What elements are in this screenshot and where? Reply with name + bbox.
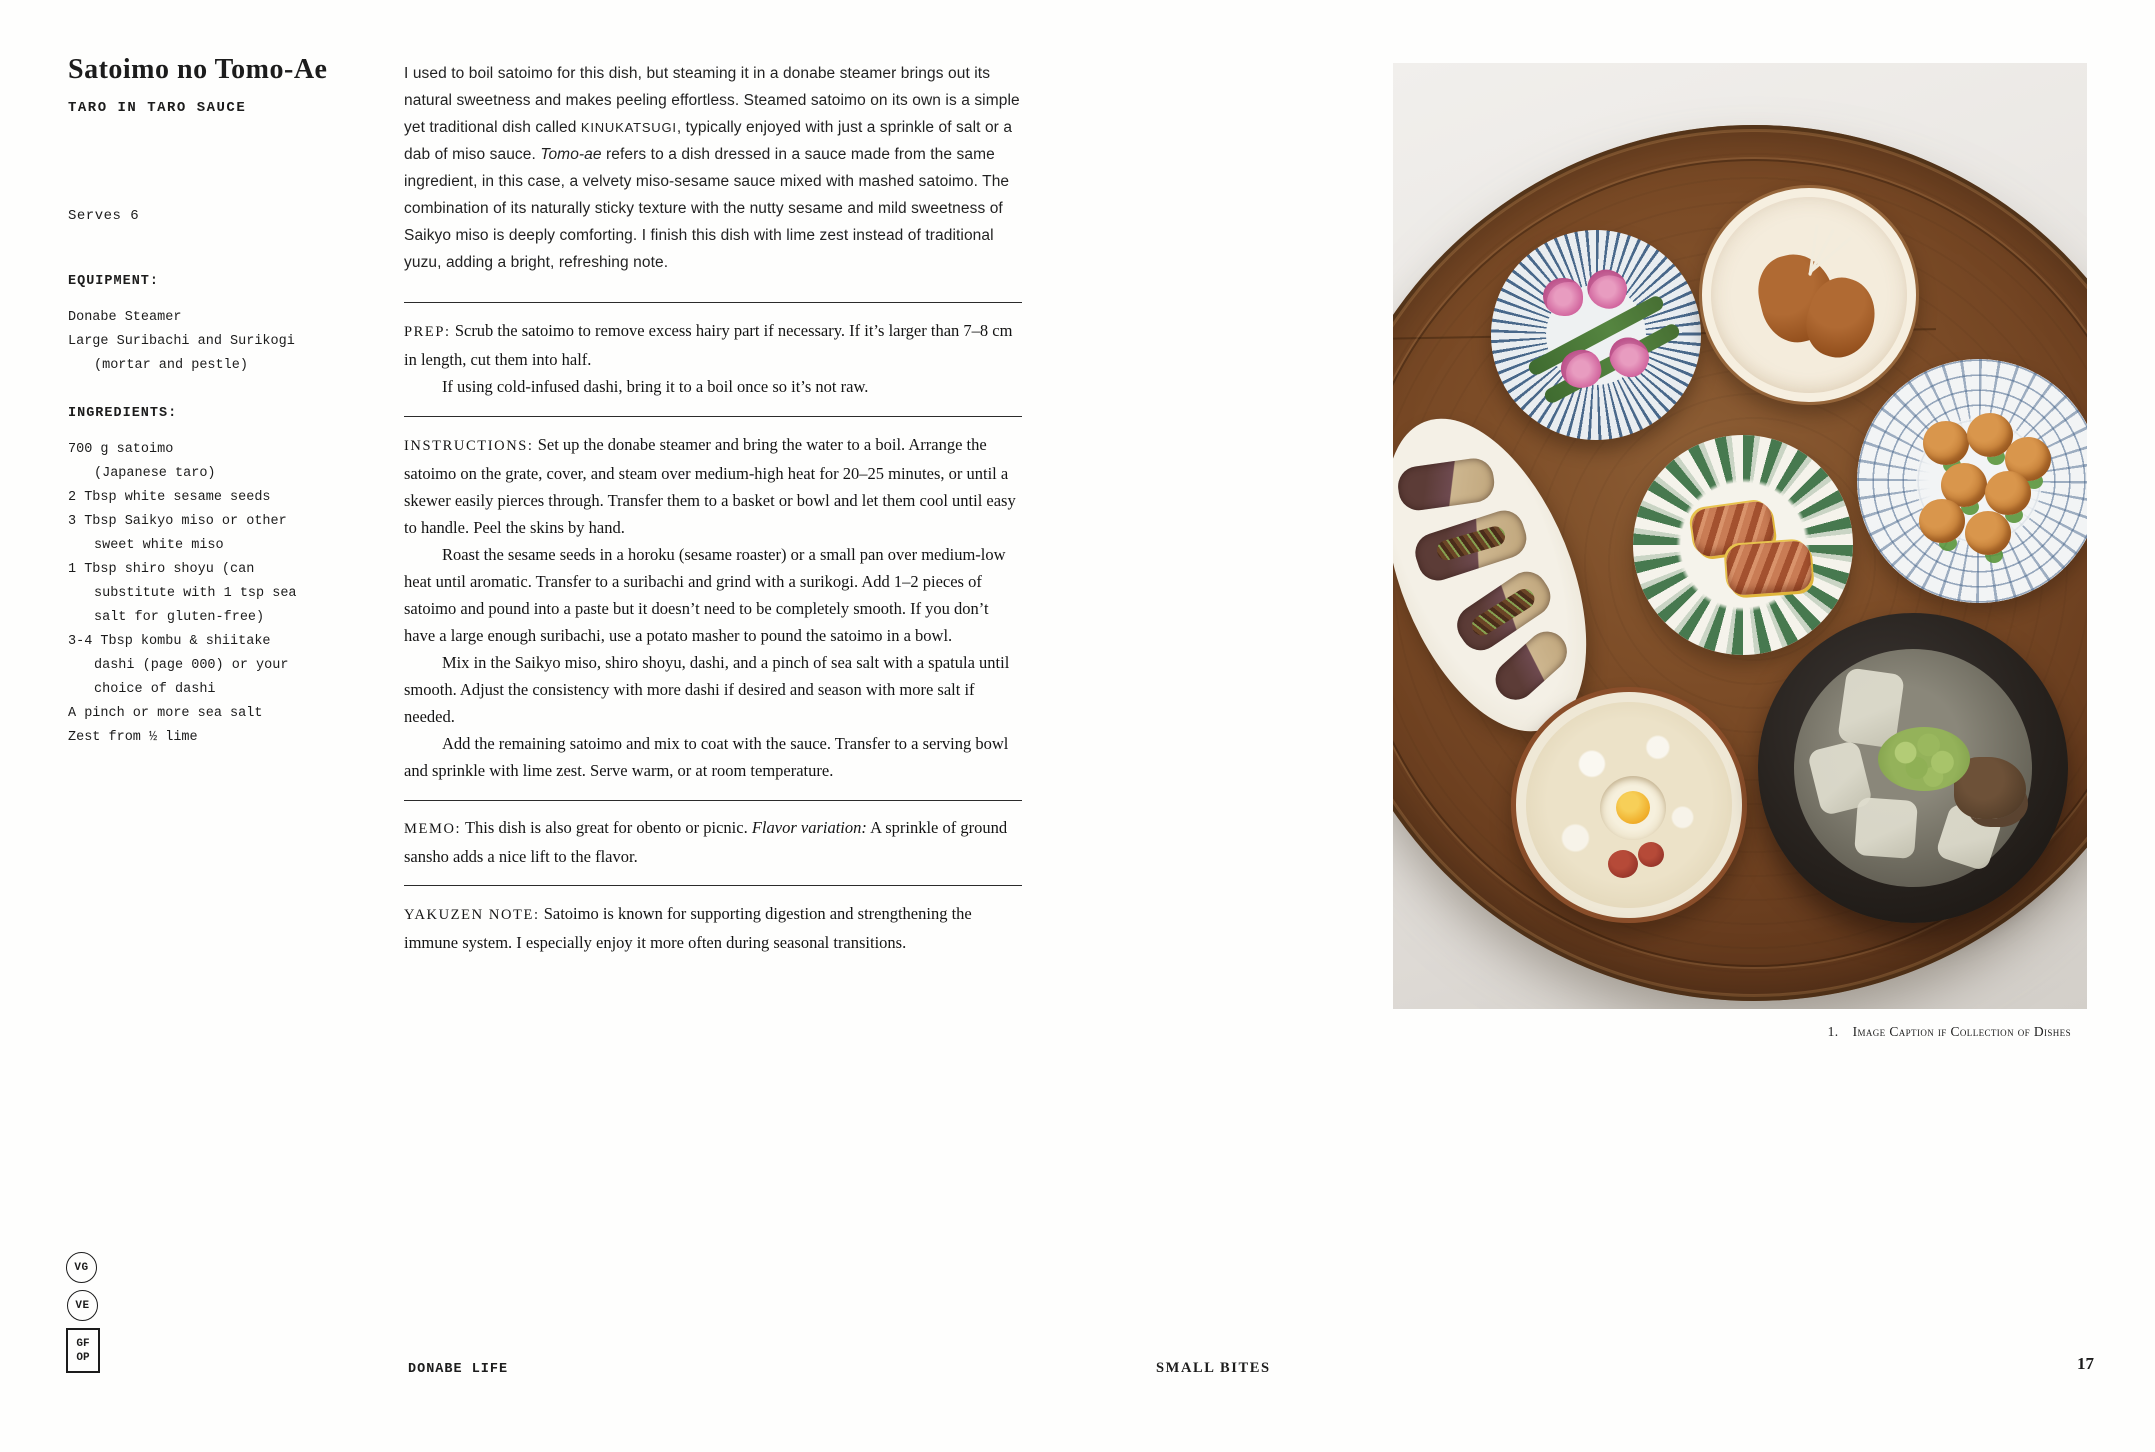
- footer-book-title: DONABE LIFE: [408, 1362, 509, 1377]
- net-pattern-plate-fried-balls: [1857, 359, 2087, 603]
- page-number: 17: [2077, 1354, 2094, 1373]
- garnish: [1811, 236, 1852, 271]
- eggplant-piece: [1396, 456, 1497, 513]
- ingredient-line: Zest from ½ lime: [68, 730, 198, 745]
- kinukatsugi-term: KINUKATSUGI: [580, 120, 677, 135]
- equipment-line: Large Suribachi and Surikogi: [68, 334, 295, 349]
- soft-boiled-egg: [1600, 776, 1666, 840]
- instructions-paragraph-1: [404, 431, 1022, 541]
- flavor-variation-term: Flavor variation:: [751, 818, 867, 837]
- section-divider: [404, 885, 1022, 886]
- memo-text: A sprinkle of ground sansho adds a nice lift to the flavor.: [404, 818, 1008, 866]
- op-label: OP: [76, 1351, 90, 1364]
- intro-text: I used to boil satoimo for this dish, but steaming it in a donabe steamer brings out its natural sweetness and makes peeling effortless. Steamed satoimo on its own is a simple yet traditional dish called: [404, 65, 1020, 136]
- leaf-pattern-plate-bacon-rolls: [1633, 435, 1853, 655]
- ingredient-line: substitute with 1 tsp sea: [94, 586, 297, 601]
- instructions-paragraph-2: Roast the sesame seeds in a horoku (sesame roaster) or a small pan over medium-low heat until aromatic. Transfer to a suribachi and grind with a surikogi. Add 1–2 pieces of satoimo and pound into a paste but it doesn’t need to be completely smooth. If you don’t have a large enough suribachi, use a potato masher to pound the satoimo in a bowl.: [404, 545, 1006, 645]
- egg-yolk: [1616, 791, 1650, 824]
- equipment-line: Donabe Steamer: [68, 310, 182, 325]
- intro-text: refers to a dish dressed in a sauce made from the same ingredient, in this case, a velvety miso-sesame sauce mixed with mashed satoimo. The combination of its naturally sticky texture with the nutty sesame and mild sweetness of Saikyo miso is deeply comforting. I finish this dish with lime zest instead of traditional yuzu, adding a bright, refreshing note.: [404, 146, 1010, 271]
- yakuzen-text: Satoimo is known for supporting digestion and strengthening the immune system. I especially enjoy it more often during seasonal transitions.: [404, 904, 972, 952]
- prep-paragraph-2: If using cold-infused dashi, bring it to a boil once so it’s not raw.: [441, 377, 869, 396]
- footer-chapter-title: SMALL BITES: [1156, 1360, 1271, 1376]
- pickled-lotus-root: [1543, 278, 1583, 316]
- yakuzen-paragraph: [404, 900, 1022, 956]
- recipe-title: Satoimo no Tomo-Ae: [68, 54, 328, 85]
- prep-paragraph: [404, 317, 1022, 373]
- gluten-free-option-badge: [66, 1328, 100, 1373]
- ingredients-section: [68, 402, 368, 750]
- bacon-roll: [1725, 540, 1812, 596]
- pickled-lotus-root: [1582, 264, 1633, 313]
- prep-section: [404, 317, 1022, 400]
- instructions-section: [404, 431, 1022, 784]
- fried-taro-ball: [1965, 511, 2011, 555]
- section-divider: [404, 416, 1022, 417]
- ingredient-line: A pinch or more sea salt: [68, 706, 263, 721]
- ingredient-line: 1 Tbsp shiro shoyu (can: [68, 562, 255, 577]
- serves-line: Serves 6: [68, 208, 140, 224]
- caption-number: 1.: [1827, 1024, 1839, 1039]
- photo-caption: [1393, 1024, 2071, 1040]
- equipment-header: EQUIPMENT:: [68, 274, 160, 289]
- memo-paragraph: [404, 814, 1022, 870]
- prep-label: PREP:: [404, 324, 451, 340]
- pickled-plum: [1608, 850, 1638, 878]
- equipment-section: [68, 270, 368, 378]
- ingredient-line: dashi (page 000) or your: [94, 658, 289, 673]
- ingredients-header: INGREDIENTS:: [68, 406, 178, 421]
- ingredient-line: salt for gluten-free): [94, 610, 265, 625]
- section-divider: [404, 302, 1022, 303]
- scallion-pile: [1878, 727, 1970, 791]
- gf-label: GF: [76, 1337, 90, 1350]
- instructions-text: Set up the donabe steamer and bring the water to a boil. Arrange the satoimo on the grate, cover, and steam over medium-high heat for 20–25 minutes, or until a skewer easily pierces through. Transfer them to a basket or bowl and let them cool until easy to handle. Peel the skins by hand.: [404, 435, 1016, 537]
- ingredient-line: choice of dashi: [94, 682, 216, 697]
- ingredient-line: 3-4 Tbsp kombu & shiitake: [68, 634, 271, 649]
- memo-label: MEMO:: [404, 821, 462, 837]
- instructions-paragraph-4: Add the remaining satoimo and mix to coat with the sauce. Transfer to a serving bowl and sprinkle with lime zest. Serve warm, or at room temperature.: [404, 734, 1009, 780]
- fried-taro-ball: [1923, 421, 1969, 465]
- instructions-paragraph-3: Mix in the Saikyo miso, shiro shoyu, dashi, and a pinch of sea salt with a spatula until smooth. Adjust the consistency with more dashi if desired and season with more salt if needed.: [404, 653, 1010, 726]
- plate-lotus-asparagus: [1491, 230, 1701, 440]
- daikon-chunk: [1854, 797, 1918, 859]
- instructions-label: INSTRUCTIONS:: [404, 438, 534, 454]
- black-soup-bowl: [1758, 613, 2068, 923]
- intro-paragraph: [404, 60, 1022, 276]
- vegan-badge: VG: [66, 1252, 97, 1283]
- fried-taro-ball: [1985, 471, 2031, 515]
- ingredient-line: 2 Tbsp white sesame seeds: [68, 490, 271, 505]
- ingredient-line: (Japanese taro): [94, 466, 216, 481]
- ingredient-line: 3 Tbsp Saikyo miso or other: [68, 514, 287, 529]
- rice-bowl: [1511, 687, 1747, 923]
- section-divider: [404, 800, 1022, 801]
- prep-text: Scrub the satoimo to remove excess hairy part if necessary. If it’s larger than 7–8 cm in length, cut them into half.: [404, 321, 1013, 369]
- caption-text: Image Caption if Collection of Dishes: [1852, 1024, 2071, 1039]
- memo-text: This dish is also great for obento or picnic.: [461, 818, 752, 837]
- intro-text: , typically enjoyed with just a sprinkle of salt or a dab of miso sauce.: [404, 119, 1013, 163]
- yakuzen-label: YAKUZEN NOTE:: [404, 907, 540, 923]
- recipe-body-column: [404, 60, 1022, 956]
- yakuzen-note-section: [404, 900, 1022, 956]
- ingredient-line: sweet white miso: [94, 538, 224, 553]
- vegetarian-badge: VE: [67, 1290, 98, 1321]
- pickled-plum: [1638, 842, 1664, 867]
- scalloped-dish-simmered-pork: [1699, 185, 1919, 405]
- food-photo: [1393, 63, 2087, 1009]
- ingredient-line: 700 g satoimo: [68, 442, 174, 457]
- memo-section: [404, 814, 1022, 870]
- soup-broth: [1794, 649, 2032, 887]
- equipment-line: (mortar and pestle): [94, 358, 248, 373]
- tomoae-term: Tomo-ae: [540, 146, 602, 163]
- recipe-subtitle: TARO IN TARO SAUCE: [68, 100, 247, 116]
- fried-taro-ball: [1919, 499, 1965, 543]
